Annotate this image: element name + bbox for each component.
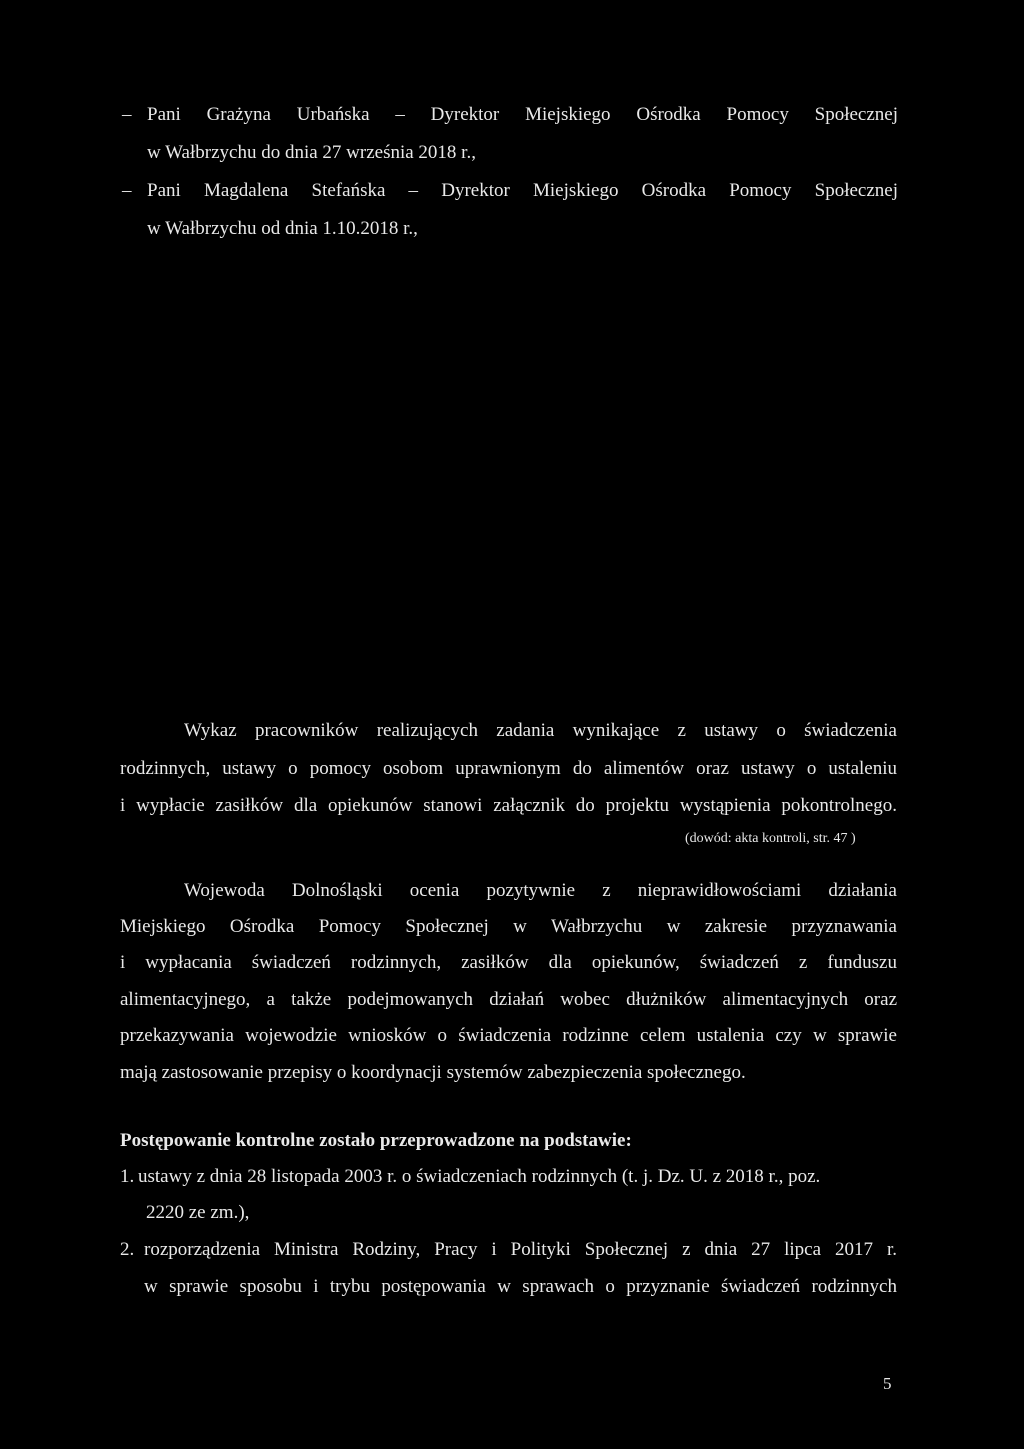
evidence-note: (dowód: akta kontroli, str. 47 ) xyxy=(685,831,856,846)
list-item-line: 2220 ze zm.), xyxy=(146,1202,250,1223)
list-number: 1. xyxy=(120,1166,135,1187)
paragraph-line: Miejskiego Ośrodka Pomocy Społecznej w Wałbrzychu w zakresie przyznawania xyxy=(120,916,897,937)
paragraph-line: alimentacyjnego, a także podejmowanych działań wobec dłużników alimentacyjnych oraz xyxy=(120,989,897,1010)
paragraph-line: i wypłacie zasiłków dla opiekunów stanowi załącznik do projektu wystąpienia pokontrolnego. xyxy=(120,795,897,816)
list-item-line: w sprawie sposobu i trybu postępowania w sprawach o przyznanie świadczeń rodzinnych xyxy=(144,1276,897,1297)
list-item-line: w Wałbrzychu od dnia 1.10.2018 r., xyxy=(147,218,418,239)
paragraph-line: Wojewoda Dolnośląski ocenia pozytywnie z nieprawidłowościami działania xyxy=(184,880,897,901)
paragraph-line: przekazywania wojewodzie wniosków o świadczenia rodzinne celem ustalenia czy w sprawie xyxy=(120,1025,897,1046)
list-item-line: ustawy z dnia 28 listopada 2003 r. o świadczeniach rodzinnych (t. j. Dz. U. z 2018 r., poz. xyxy=(138,1166,821,1187)
paragraph-line: rodzinnych, ustawy o pomocy osobom uprawnionym do alimentów oraz ustawy o ustaleniu xyxy=(120,758,897,779)
list-item-line: Pani Magdalena Stefańska – Dyrektor Miejskiego Ośrodka Pomocy Społecznej xyxy=(147,180,898,201)
list-item-line: w Wałbrzychu do dnia 27 września 2018 r., xyxy=(147,142,476,163)
section-heading: Postępowanie kontrolne zostało przeprowadzone na podstawie: xyxy=(120,1130,632,1151)
list-item-line: rozporządzenia Ministra Rodziny, Pracy i Polityki Społecznej z dnia 27 lipca 2017 r. xyxy=(144,1239,897,1260)
list-dash: – xyxy=(122,104,132,125)
paragraph-line: mają zastosowanie przepisy o koordynacji systemów zabezpieczenia społecznego. xyxy=(120,1062,746,1083)
paragraph-line: i wypłacania świadczeń rodzinnych, zasiłków dla opiekunów, świadczeń z funduszu xyxy=(120,952,897,973)
list-dash: – xyxy=(122,180,132,201)
list-number: 2. xyxy=(120,1239,135,1260)
paragraph-line: Wykaz pracowników realizujących zadania wynikające z ustawy o świadczenia xyxy=(184,720,897,741)
page-number: 5 xyxy=(883,1374,892,1393)
list-item-line: Pani Grażyna Urbańska – Dyrektor Miejskiego Ośrodka Pomocy Społecznej xyxy=(147,104,898,125)
